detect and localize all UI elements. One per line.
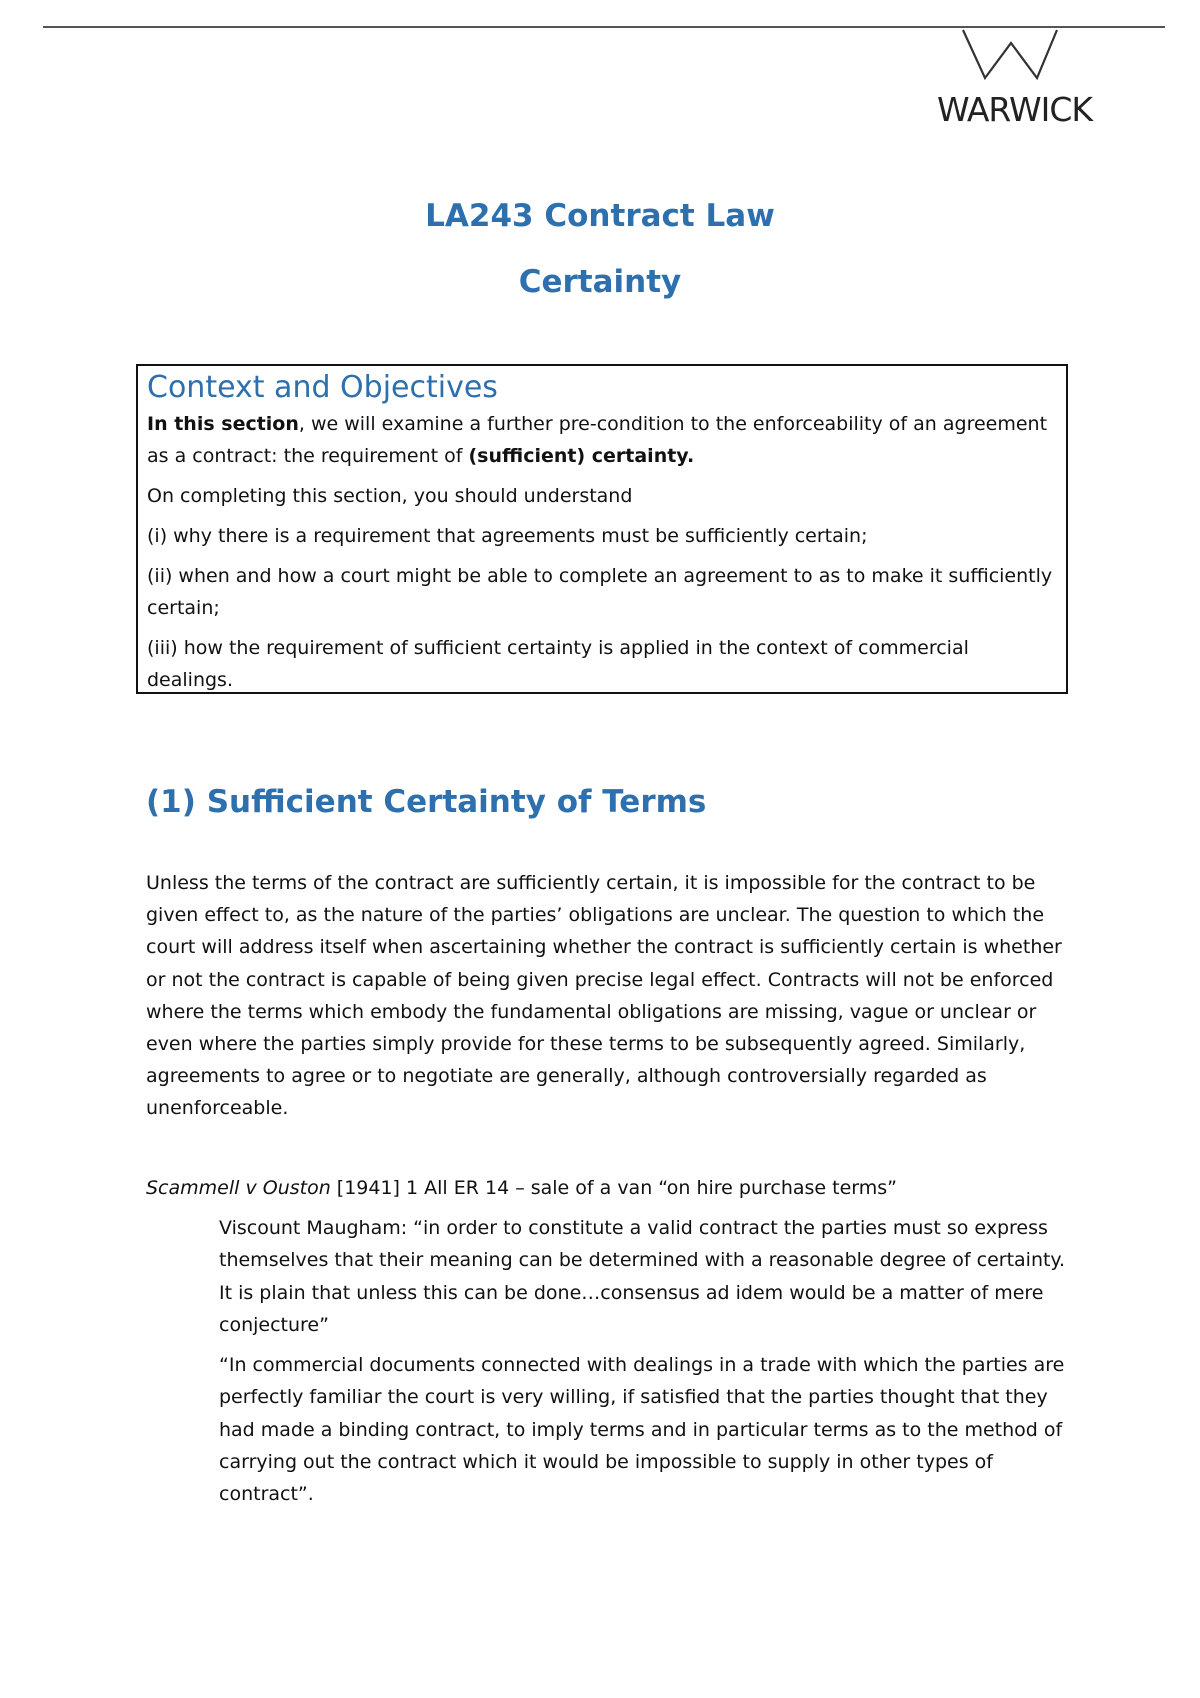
course-title: LA243 Contract Law [425,198,775,234]
quote-maugham: Viscount Maugham: “in order to constitute a valid contract the parties must so express themselves that their meaning can be determined with a reasonable degree of certainty. It is plain that unless this can be done…consensus ad idem would be a matter of mere conjecture” [219,1217,1066,1336]
intro-text: , we will examine a further pre-condition to the enforceability of an agreement as a contract: the requirement of [147,413,1048,467]
section-1-heading: (1) Sufficient Certainty of Terms [146,784,707,820]
context-objectives-box [136,364,1068,694]
objective-item-3: (iii) how the requirement of sufficient certainty is applied in the context of commercial dealings. [147,637,969,691]
quote-commercial: “In commercial documents connected with dealings in a trade with which the parties are perfectly familiar the court is very willing, if satisfied that the parties thought that they had made a binding contract, to imply terms and in particular terms as to the method of carrying out the contract which it would be impossible to supply in other types of contract”. [219,1354,1065,1506]
warwick-logo [935,28,1110,128]
intro-bold-lead: In this section [147,413,299,435]
logo-wordmark: WARWICK [937,90,1093,129]
case-details: [1941] 1 All ER 14 – sale of a van “on hire purchase terms” [330,1177,898,1199]
intro-bold-tail: (sufficient) certainty. [468,445,695,467]
topic-title: Certainty [518,264,682,300]
case-citation [146,1172,1066,1204]
case-name: Scammell v Ouston [146,1177,331,1199]
objective-item-2: (ii) when and how a court might be able to complete an agreement to as to make it sufficiently certain; [147,565,1053,619]
section-1-paragraph: Unless the terms of the contract are sufficiently certain, it is impossible for the contract to be given effect to, as the nature of the parties’ obligations are unclear. The question to which the court will address itself when ascertaining whether the contract is sufficiently certain is whether or not the contract is capable of being given precise legal effect. Contracts will not be enforced where the terms which embody the fundamental obligations are missing, vague or unclear or even where the parties simply provide for these terms to be subsequently agreed. Similarly, agreements to agree or to negotiate are generally, although controversially regarded as unenforceable. [146,872,1062,1120]
objectives-heading: Context and Objectives [147,370,498,405]
objectives-intro [147,408,1057,472]
objectives-understand: On completing this section, you should understand [147,485,633,507]
objective-item-1: (i) why there is a requirement that agreements must be sufficiently certain; [147,525,868,547]
warwick-w-mark-icon [935,28,1110,90]
